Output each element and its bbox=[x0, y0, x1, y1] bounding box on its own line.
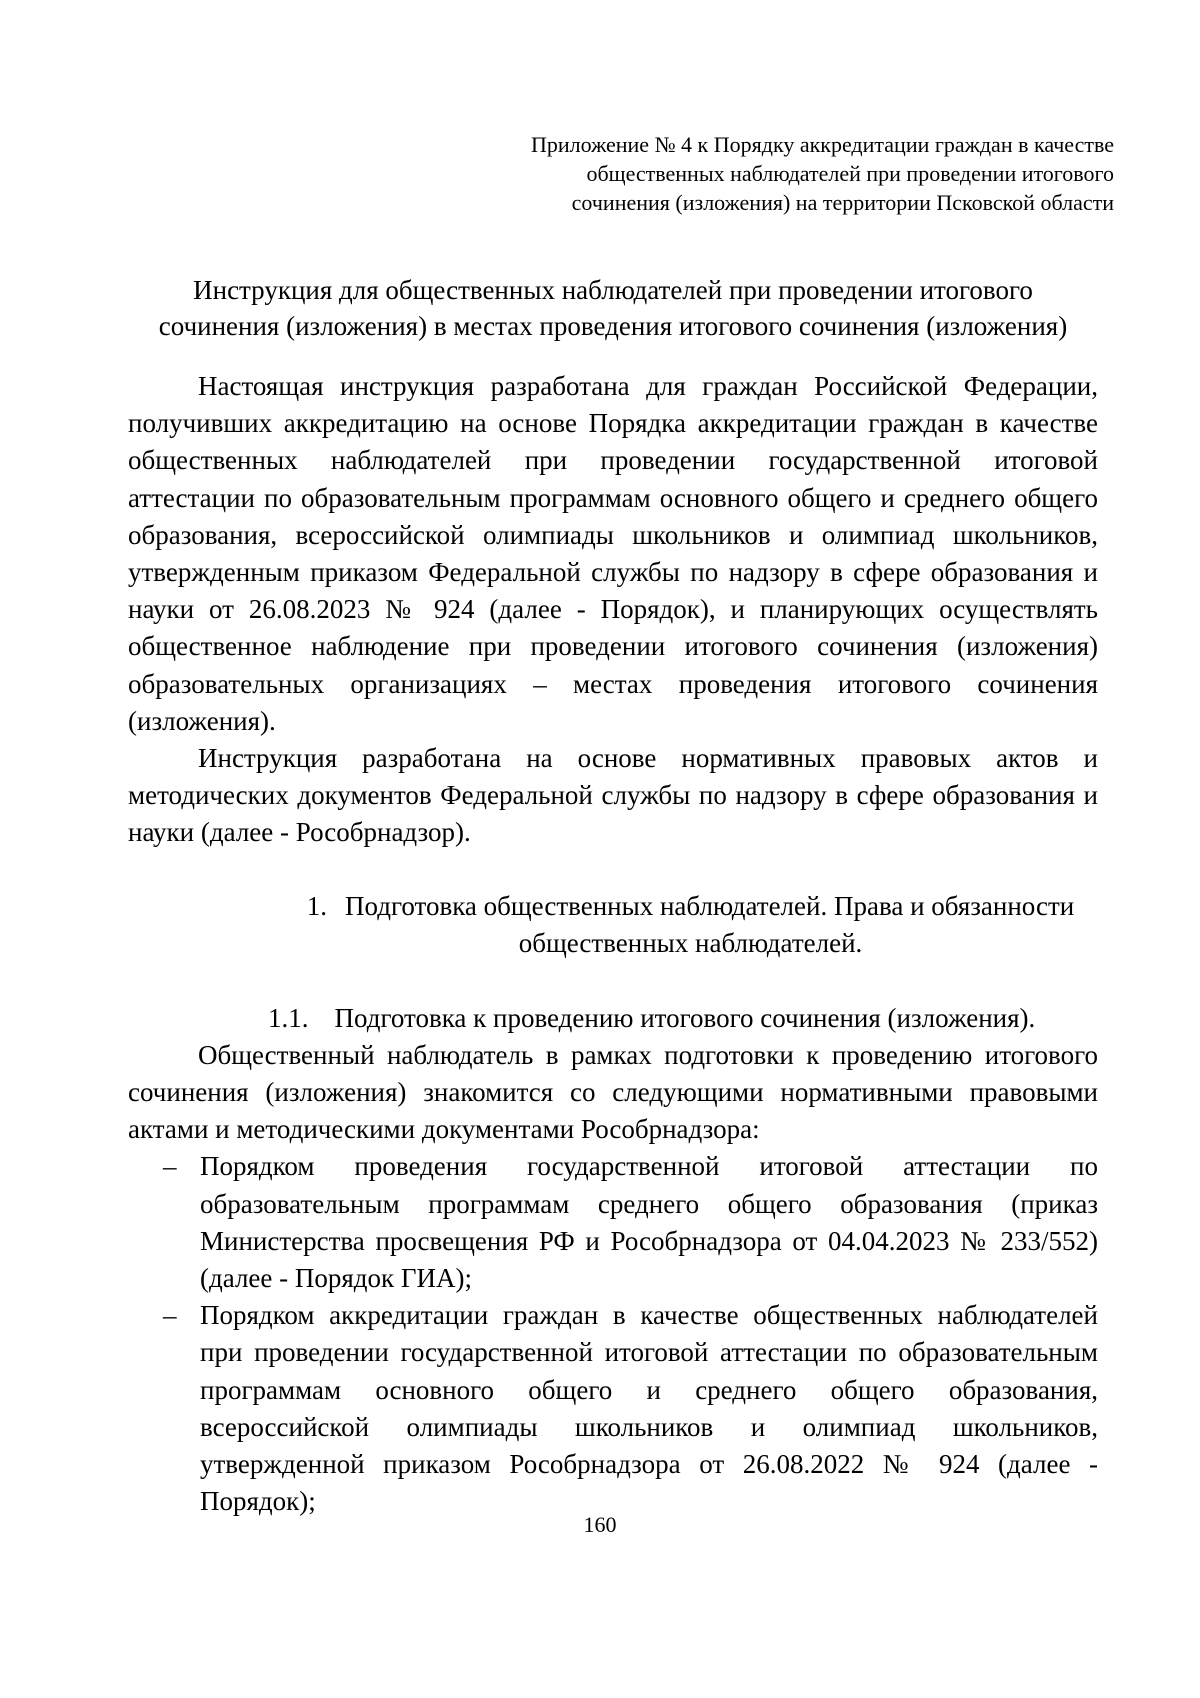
page-number: 160 bbox=[583, 1512, 617, 1537]
subsection-number: 1.1. bbox=[268, 1002, 309, 1033]
appendix-note bbox=[474, 130, 1114, 217]
dash-bullet: – bbox=[163, 1151, 177, 1182]
list-item-text: Порядком аккредитации граждан в качестве общественных наблюдателей при проведении государственной итоговой аттестации по образовательным программам основного общего и среднего общего образования, всероссийской олимпиады школьников и олимпиад школьников, утвержденной приказом Рособрнадзора от 26.08.2022 № 924 (далее - Порядок); bbox=[200, 1300, 1098, 1517]
appendix-note-line: Приложение № 4 к Порядку аккредитации граждан в качестве bbox=[530, 132, 1114, 157]
document-body bbox=[128, 368, 1098, 1520]
section-heading bbox=[128, 888, 1098, 962]
subsection-heading bbox=[128, 1000, 1098, 1037]
document-title-line: сочинения (изложения) в местах проведения итогового сочинения (изложения) bbox=[158, 311, 1068, 341]
document-title-line: Инструкция для общественных наблюдателей при проведении итогового bbox=[193, 275, 1033, 305]
dash-bullet: – bbox=[163, 1300, 177, 1331]
basis-paragraph: Инструкция разработана на основе нормативных правовых актов и методических документов Федеральной службы по надзору в сфере образования и науки (далее - Рособрнадзор). bbox=[128, 743, 1098, 848]
section-number: 1. bbox=[306, 890, 328, 921]
subsection-intro-paragraph: Общественный наблюдатель в рамках подготовки к проведению итогового сочинения (изложения) знакомится со следующими нормативными правовыми актами и методическими документами Рособрнадзора: bbox=[128, 1039, 1098, 1145]
list-item-text: Порядком проведения государственной итоговой аттестации по образовательным программам среднего общего образования (приказ Министерства просвещения РФ и Рособрнадзора от 04.04.2023 № 233/552) (далее - Порядок ГИА); bbox=[200, 1151, 1098, 1294]
appendix-note-line: общественных наблюдателей при проведении итогового bbox=[586, 161, 1114, 186]
appendix-note-line: сочинения (изложения) на территории Псковской области bbox=[571, 190, 1114, 215]
document-title bbox=[128, 272, 1098, 344]
section-title-line: Подготовка общественных наблюдателей. Права и обязанности bbox=[345, 890, 1075, 921]
documents-list bbox=[128, 1148, 1098, 1520]
list-item bbox=[128, 1297, 1098, 1520]
intro-paragraph: Настоящая инструкция разработана для граждан Российской Федерации, получивших аккредитацию на основе Порядка аккредитации граждан в качестве общественных наблюдателей при проведении государственной итоговой аттестации по образовательным программам основного общего и среднего общего образования, всероссийской олимпиады школьников и олимпиад школьников, утвержденным приказом Федеральной службы по надзору в сфере образования и науки от 26.08.2023 № 924 (далее - Порядок), и планирующих осуществлять общественное наблюдение при проведении итогового сочинения (изложения) образовательных организациях – местах проведения итогового сочинения (изложения). bbox=[128, 371, 1098, 736]
subsection-title: Подготовка к проведению итогового сочинения (изложения). bbox=[334, 1002, 1036, 1033]
list-item bbox=[128, 1148, 1098, 1297]
section-title-line: общественных наблюдателей. bbox=[518, 927, 863, 958]
